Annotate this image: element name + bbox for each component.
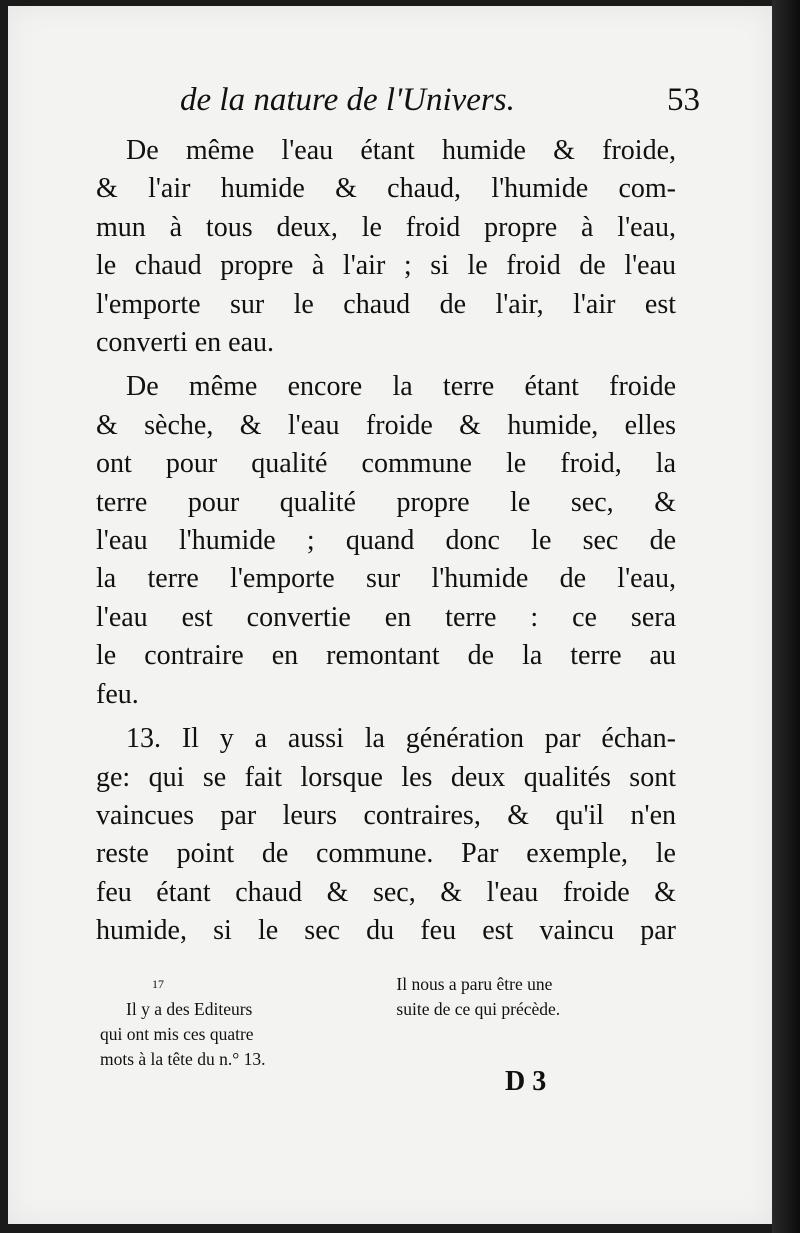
text-line: le chaud propre à l'air ; si le froid de l'eau [96,250,676,282]
text-line: feu. [96,678,139,710]
running-header [180,82,700,119]
text-line: & sèche, & l'eau froide & humide, elles [96,409,676,441]
text-line: l'emporte sur le chaud de l'air, l'air est [96,288,676,320]
text-line: feu étant chaud & sec, & l'eau froide & [96,876,676,908]
text-line: terre pour qualité propre le sec, & [96,486,676,518]
text-line: & l'air humide & chaud, l'humide com- [96,173,676,205]
footnote-line: mots à la tête du n.° 13. [100,1049,266,1069]
footnote-left-column [100,972,374,1072]
footnote-line: Il nous a paru être une [396,974,553,994]
page-number: 53 [667,82,700,118]
text-line: l'eau est convertie en terre : ce sera [96,601,676,633]
footnote-line: suite de ce qui précède. [396,999,561,1019]
text-line: le contraire en remontant de la terre au [96,640,676,672]
text-line: vaincues par leurs contraires, & qu'il n'en [96,799,676,831]
text-line: ont pour qualité commune le froid, la [96,448,676,480]
text-line: 13. Il y a aussi la génération par échan- [126,723,676,755]
text-line: humide, si le sec du feu est vaincu par [96,915,676,947]
text-line: ge: qui se fait lorsque les deux qualités sont [96,761,676,793]
text-line: De même encore la terre étant froide [126,371,676,403]
paragraph-3 [96,720,676,950]
body-text [96,132,676,951]
signature-mark: D 3 [505,1066,547,1097]
paragraph-2 [96,368,676,714]
text-line: De même l'eau étant humide & froide, [126,135,676,166]
text-line: la terre l'emporte sur l'humide de l'eau, [96,563,676,595]
running-title: de la nature de l'Univers. [180,82,515,118]
text-line: mun à tous deux, le froid propre à l'eau, [96,211,676,243]
text-line: converti en eau. [96,327,275,359]
footnote [100,972,670,1072]
text-line: reste point de commune. Par exemple, le [96,838,676,870]
footnote-line: qui ont mis ces quatre [100,1024,254,1044]
footnote-right-column [396,972,670,1072]
footnote-number: 17 [152,977,164,991]
footnote-line [100,972,374,1022]
paragraph-1 [96,132,676,362]
text-line: l'eau l'humide ; quand donc le sec de [96,525,676,557]
book-spine-edge [772,0,800,1233]
book-page [8,6,772,1224]
footnote-line-text: Il y a des Editeurs [126,999,253,1019]
